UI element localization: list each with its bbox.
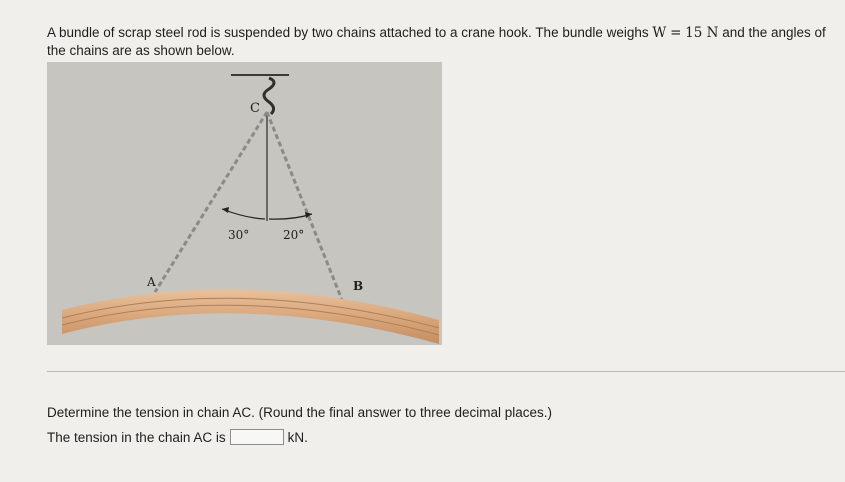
answer-unit: kN. — [287, 429, 308, 445]
problem-intro-continuation: and the angles of the chains are as shown below. — [47, 25, 826, 58]
angle-label-right: 20° — [283, 228, 305, 242]
crane-hook-icon — [264, 78, 274, 114]
question-text: Determine the tension in chain AC. (Round the final answer to three decimal places.) — [47, 405, 553, 420]
label-c: C — [250, 101, 260, 116]
weight-symbol: W — [652, 25, 667, 41]
steel-rod-bundle — [62, 289, 439, 344]
angle-arc-left — [222, 209, 265, 219]
weight-equals: = — [670, 25, 682, 41]
angle-label-left: 30° — [228, 228, 250, 242]
answer-row — [47, 429, 308, 445]
problem-intro-text: A bundle of scrap steel rod is suspended by two chains attached to a crane hook. The bundle weighs — [47, 25, 649, 40]
label-a: A — [147, 275, 156, 289]
problem-statement — [47, 24, 837, 59]
chain-ac — [155, 112, 267, 292]
answer-prefix: The tension in the chain AC is — [47, 429, 226, 445]
section-divider — [47, 371, 845, 372]
crane-chain-diagram — [47, 62, 442, 345]
problem-figure — [47, 62, 442, 345]
label-b: B — [353, 279, 364, 293]
answer-input[interactable] — [230, 429, 284, 445]
weight-value: 15 N — [685, 25, 719, 41]
